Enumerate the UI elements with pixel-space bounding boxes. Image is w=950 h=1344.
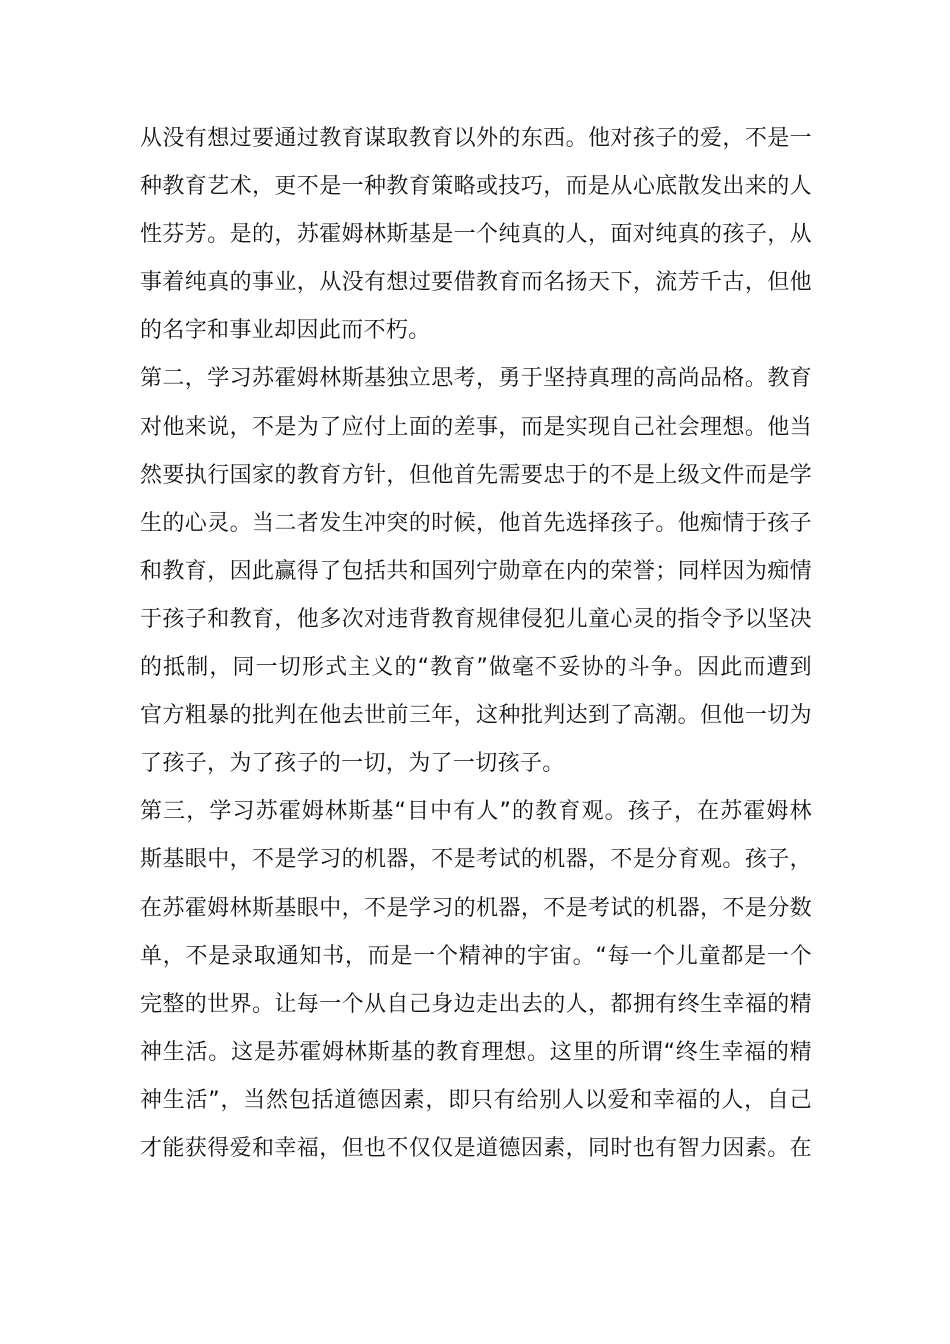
- text-line: 对他来说，不是为了应付上面的差事，而是实现自己社会理想。他当: [140, 414, 812, 440]
- text-line: 的抵制，同一切形式主义的“教育”做毫不妥协的斗争。因此而遭到: [140, 655, 812, 681]
- text-line: 事着纯真的事业，从没有想过要借教育而名扬天下，流芳千古，但他: [140, 270, 812, 296]
- text-line: 种教育艺术，更不是一种教育策略或技巧，而是从心底散发出来的人: [140, 174, 812, 200]
- text-line: 单，不是录取通知书，而是一个精神的宇宙。“每一个儿童都是一个: [140, 943, 812, 969]
- text-line: 然要执行国家的教育方针，但他首先需要忠于的不是上级文件而是学: [140, 462, 812, 488]
- text-line: 斯基眼中，不是学习的机器，不是考试的机器，不是分育观。孩子，: [140, 847, 812, 873]
- text-line: 才能获得爱和幸福，但也不仅仅是道德因素，同时也有智力因素。在: [140, 1135, 812, 1161]
- text-line: 和教育，因此赢得了包括共和国列宁勋章在内的荣誉；同样因为痴情: [140, 558, 812, 584]
- text-line: 了孩子，为了孩子的一切，为了一切孩子。: [140, 751, 565, 777]
- body-text: [140, 115, 812, 1173]
- text-line: 第二，学习苏霍姆林斯基独立思考，勇于坚持真理的高尚品格。教育: [140, 366, 812, 392]
- text-line: 完整的世界。让每一个从自己身边走出去的人，都拥有终生幸福的精: [140, 991, 812, 1017]
- text-line: 从没有想过要通过教育谋取教育以外的东西。他对孩子的爱，不是一: [140, 126, 812, 151]
- text-line: 官方粗暴的批判在他去世前三年，这种批判达到了高潮。但他一切为: [140, 703, 812, 729]
- text-line: 第三，学习苏霍姆林斯基“目中有人”的教育观。孩子，在苏霍姆林: [140, 799, 812, 825]
- text-line: 神生活。这是苏霍姆林斯基的教育理想。这里的所谓“终生幸福的精: [140, 1039, 812, 1065]
- text-line: 于孩子和教育，他多次对违背教育规律侵犯儿童心灵的指令予以坚决: [140, 606, 812, 632]
- text-line: 生的心灵。当二者发生冲突的时候，他首先选择孩子。他痴情于孩子: [140, 510, 812, 536]
- text-line: 的名字和事业却因此而不朽。: [140, 318, 431, 344]
- text-line: 神生活”，当然包括道德因素，即只有给别人以爱和幸福的人，自己: [140, 1087, 812, 1113]
- text-line: 在苏霍姆林斯基眼中，不是学习的机器，不是考试的机器，不是分数: [140, 895, 812, 921]
- text-line: 性芬芳。是的，苏霍姆林斯基是一个纯真的人，面对纯真的孩子，从: [140, 222, 812, 248]
